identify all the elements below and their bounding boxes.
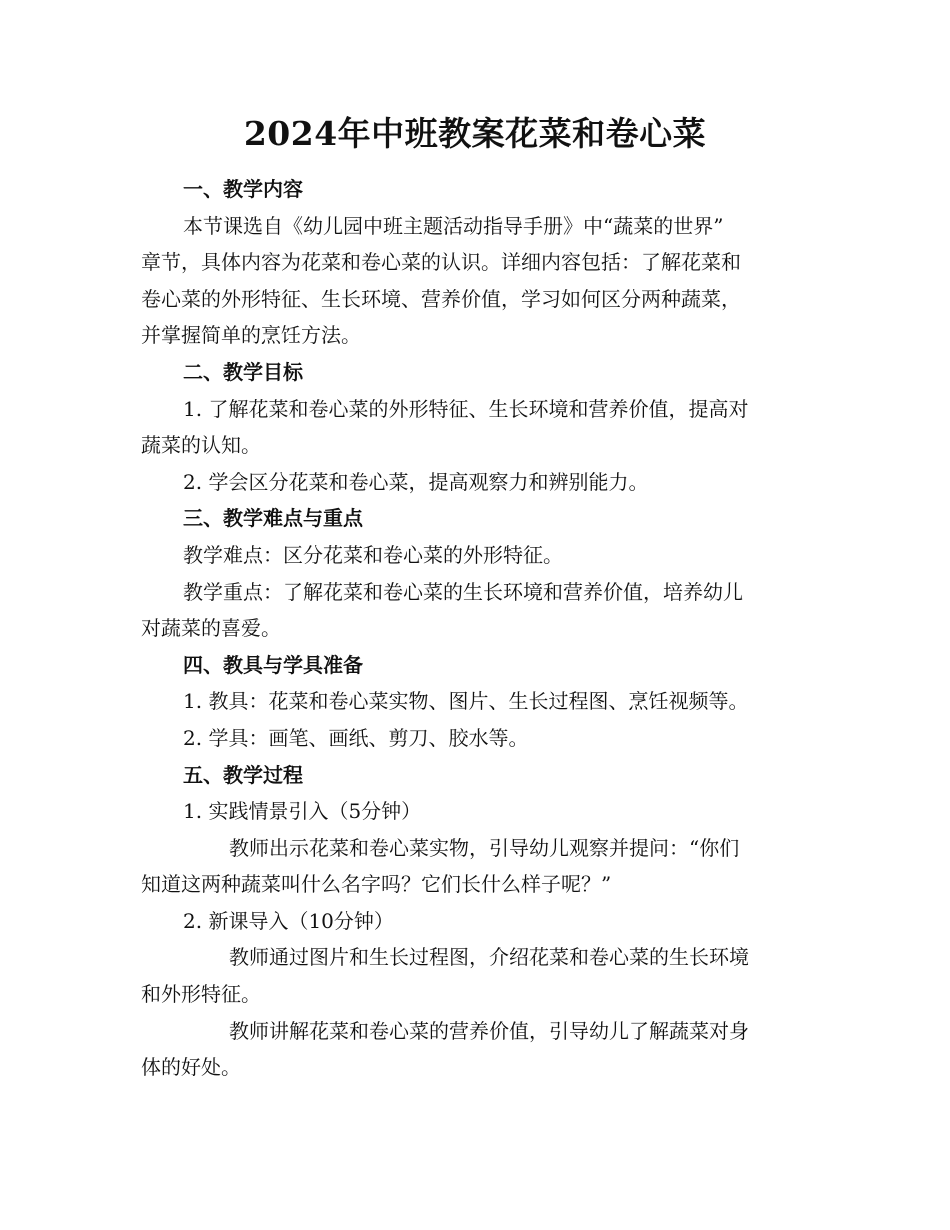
paragraph-line: 教师讲解花菜和卷心菜的营养价值，引导幼儿了解蔬菜对身 xyxy=(229,1018,749,1043)
list-item-line: 1. 了解花菜和卷心菜的外形特征、生长环境和营养价值，提高对 xyxy=(183,396,749,421)
section-heading-key-points: 三、教学难点与重点 xyxy=(183,506,363,531)
paragraph-line: 体的好处。 xyxy=(141,1055,241,1080)
paragraph-line: 教学重点：了解花菜和卷心菜的生长环境和营养价值，培养幼儿 xyxy=(183,579,743,604)
paragraph-line: 和外形特征。 xyxy=(141,982,261,1007)
section-heading-content: 一、教学内容 xyxy=(183,177,303,201)
list-item-line: 1. 实践情景引入（5分钟） xyxy=(183,799,422,824)
paragraph-line: 卷心菜的外形特征、生长环境、营养价值，学习如何区分两种蔬菜， xyxy=(141,286,741,311)
paragraph-line: 章节，具体内容为花菜和卷心菜的认识。详细内容包括：了解花菜和 xyxy=(141,250,741,275)
list-item-line: 2. 学会区分花菜和卷心菜，提高观察力和辨别能力。 xyxy=(183,469,649,494)
paragraph-line: 本节课选自《幼儿园中班主题活动指导手册》中“蔬菜的世界” xyxy=(183,213,724,238)
paragraph-line: 教师出示花菜和卷心菜实物，引导幼儿观察并提问：“你们 xyxy=(229,835,740,860)
document-body xyxy=(141,171,811,1086)
document-title: 2024年中班教案花菜和卷心菜 xyxy=(243,114,707,153)
section-heading-goals: 二、教学目标 xyxy=(183,359,303,384)
paragraph-line: 并掌握简单的烹饪方法。 xyxy=(141,323,361,348)
list-item-line: 蔬菜的认知。 xyxy=(141,433,261,458)
paragraph-line: 知道这两种蔬菜叫什么名字吗？它们长什么样子呢？” xyxy=(141,872,612,897)
list-item-line: 2. 新课导入（10分钟） xyxy=(183,908,394,933)
section-heading-materials: 四、教具与学具准备 xyxy=(183,652,363,677)
paragraph-line: 教师通过图片和生长过程图，介绍花菜和卷心菜的生长环境 xyxy=(229,945,749,970)
list-item-line: 2. 学具：画笔、画纸、剪刀、胶水等。 xyxy=(183,725,529,750)
list-item-line: 1. 教具：花菜和卷心菜实物、图片、生长过程图、烹饪视频等。 xyxy=(183,689,749,714)
paragraph-line: 教学难点：区分花菜和卷心菜的外形特征。 xyxy=(183,542,563,567)
section-heading-process: 五、教学过程 xyxy=(183,762,303,787)
paragraph-line: 对蔬菜的喜爱。 xyxy=(141,616,281,641)
